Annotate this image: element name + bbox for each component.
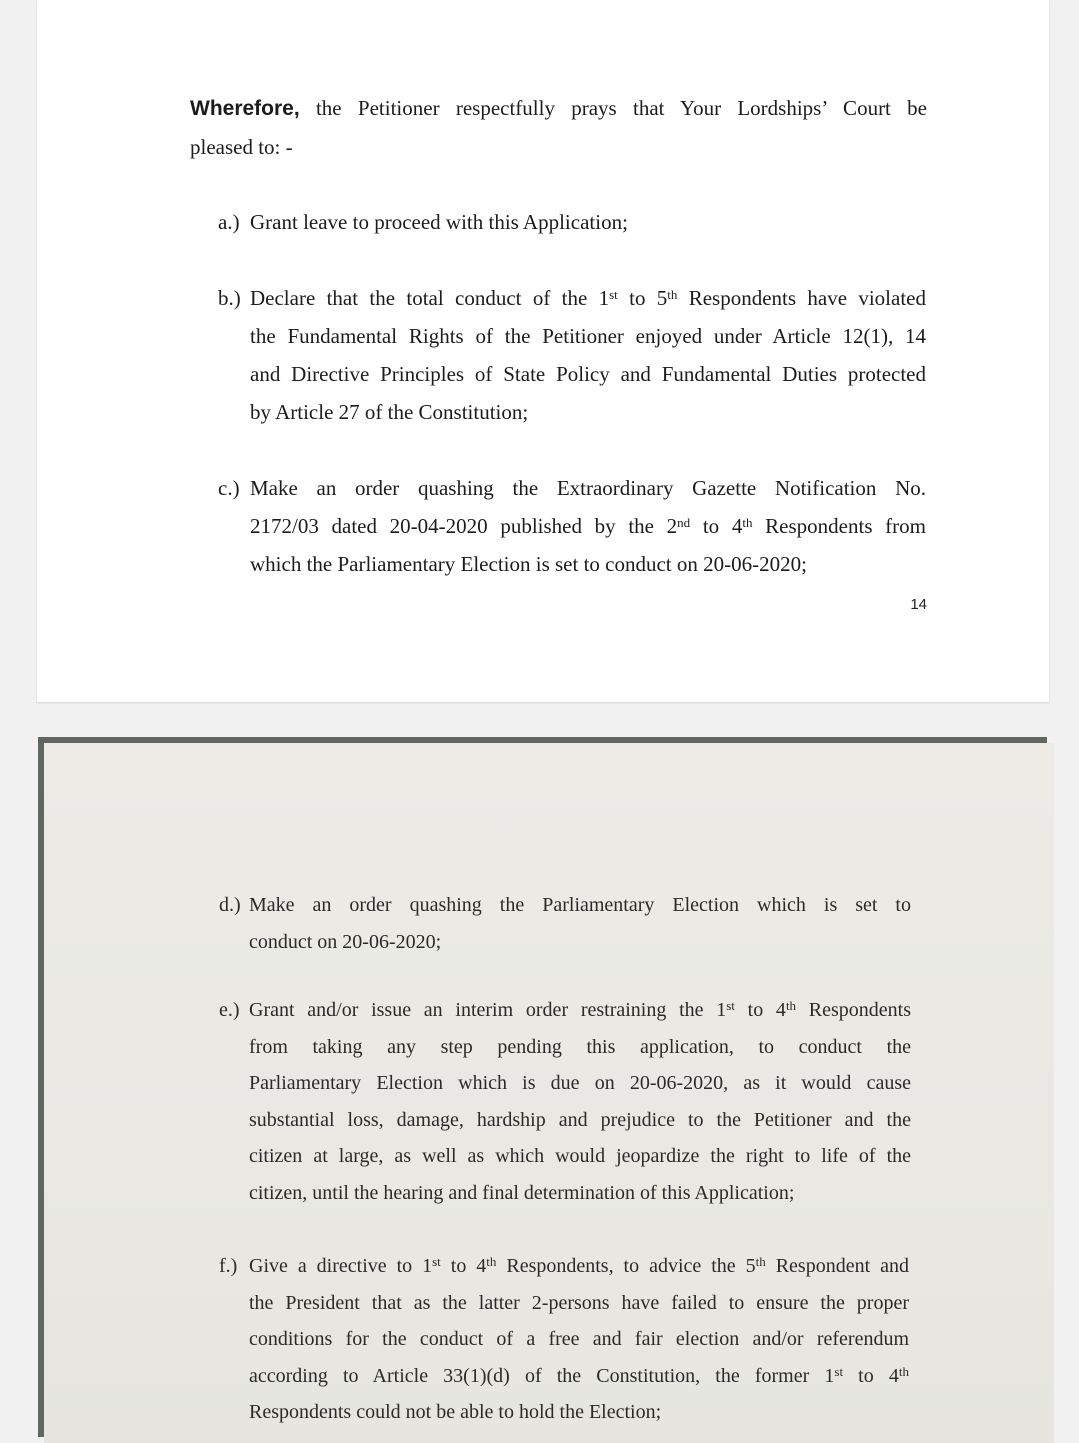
prayer-item-d: d.) Make an order quashing the Parliamentary Election which is set to conduct on 20-06-2020; — [219, 894, 911, 953]
wherefore-bold: Wherefore, — [190, 97, 300, 120]
prayer-item-e: e.) Grant and/or issue an interim order restraining the 1st to 4th Respondents from taking any step pending this application, to conduct the Parliamentary Election which is due on 20-06-2020, as it would cause substantial loss, damage, hardship and prejudice to the Petitioner and the citizen at large, as well as which would jeopardize the right to life of the citizen, until the hearing and final determination of this Application; — [219, 998, 912, 1204]
photographed-page — [38, 737, 1047, 1437]
prayer-item-f: f.) Give a directive to 1st to 4th Respondents, to advice the 5th Respondent and the President that as the latter 2-persons have failed to ensure the proper conditions for the conduct of a free and fair election and/or referendum according to Article 33(1)(d) of the Constitution, the former 1st to 4th Respondents could not be able to hold the Election; — [219, 1254, 909, 1423]
paper-sheet — [44, 743, 1054, 1443]
prayer-item-b: b.) Declare that the total conduct of the 1st to 5th Respondents have violated the Fundamental Rights of the Petitioner enjoyed under Article 12(1), 14 and Directive Principles of State Policy and Fundamental Duties protected by Article 27 of the Constitution; — [218, 286, 926, 424]
page-number: 14 — [910, 596, 927, 613]
prayer-item-a: a.) Grant leave to proceed with this Application; — [218, 210, 628, 234]
prayer-intro: Wherefore, the Petitioner respectfully prays that Your Lordships’ Court be pleased to: - — [190, 96, 927, 159]
prayer-item-c: c.) Make an order quashing the Extraordinary Gazette Notification No. 2172/03 dated 20-04-2020 published by the 2nd to 4th Respondents from which the Parliamentary Election is set to conduct on 20-06-2020; — [218, 476, 926, 576]
document-page-14 — [37, 0, 1049, 702]
